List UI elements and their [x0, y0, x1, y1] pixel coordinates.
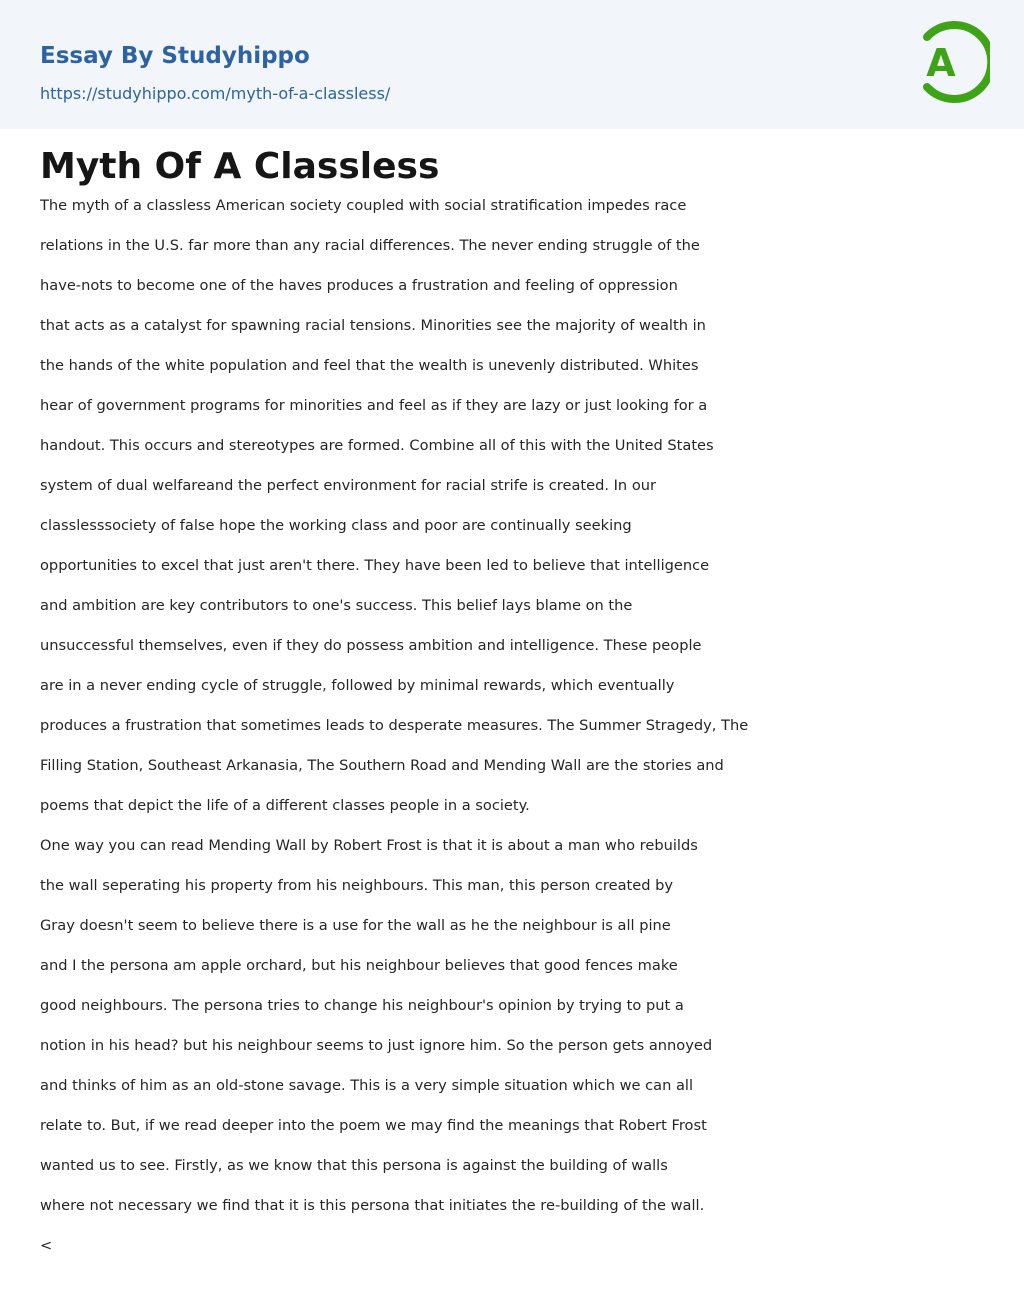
- essay-line: that acts as a catalyst for spawning racial tensions. Minorities see the majority of wealth in: [40, 317, 706, 334]
- site-brand[interactable]: Essay By Studyhippo: [40, 43, 310, 69]
- essay-line: and ambition are key contributors to one's success. This belief lays blame on the: [40, 597, 633, 614]
- essay-line: handout. This occurs and stereotypes are formed. Combine all of this with the United States: [40, 437, 714, 454]
- essay-line: relate to. But, if we read deeper into the poem we may find the meanings that Robert Frost: [40, 1117, 707, 1134]
- logo-letter: A: [926, 41, 956, 85]
- essay-line: opportunities to excel that just aren't there. They have been led to believe that intelligence: [40, 557, 710, 574]
- essay-line: the hands of the white population and feel that the wealth is unevenly distributed. Whites: [40, 357, 699, 374]
- essay-title: Myth Of A Classless: [40, 146, 440, 187]
- essay-line: The myth of a classless American society coupled with social stratification impedes race: [40, 197, 687, 214]
- essay-line: poems that depict the life of a different classes people in a society.: [40, 797, 530, 814]
- essay-line: relations in the U.S. far more than any racial differences. The never ending struggle of the: [40, 237, 700, 254]
- essay-line: <: [40, 1237, 53, 1254]
- essay-line: produces a frustration that sometimes leads to desperate measures. The Summer Stragedy, The: [40, 717, 749, 734]
- essay-line: are in a never ending cycle of struggle, followed by minimal rewards, which eventually: [40, 677, 675, 694]
- essay-line: and I the persona am apple orchard, but his neighbour believes that good fences make: [40, 957, 678, 974]
- essay-body: [40, 186, 1000, 1266]
- essay-line: wanted us to see. Firstly, as we know that this persona is against the building of walls: [40, 1157, 668, 1174]
- essay-line: Filling Station, Southeast Arkanasia, The Southern Road and Mending Wall are the stories and: [40, 757, 724, 774]
- essay-url-link[interactable]: https://studyhippo.com/myth-of-a-classless/: [40, 84, 391, 103]
- essay-line: hear of government programs for minorities and feel as if they are lazy or just looking for a: [40, 397, 708, 414]
- essay-line: and thinks of him as an old-stone savage. This is a very simple situation which we can all: [40, 1077, 694, 1094]
- essay-line: unsuccessful themselves, even if they do possess ambition and intelligence. These people: [40, 637, 702, 654]
- site-header: [0, 0, 1024, 129]
- essay-line: notion in his head? but his neighbour seems to just ignore him. So the person gets annoyed: [40, 1037, 713, 1054]
- studyhippo-logo-icon[interactable]: [910, 18, 990, 106]
- essay-line: system of dual welfareand the perfect environment for racial strife is created. In our: [40, 477, 657, 494]
- essay-line: classlesssociety of false hope the working class and poor are continually seeking: [40, 517, 632, 534]
- essay-line: have-nots to become one of the haves produces a frustration and feeling of oppression: [40, 277, 678, 294]
- essay-line: where not necessary we find that it is this persona that initiates the re-building of the wall.: [40, 1197, 705, 1214]
- essay-line: the wall seperating his property from his neighbours. This man, this person created by: [40, 877, 674, 894]
- essay-line: good neighbours. The persona tries to change his neighbour's opinion by trying to put a: [40, 997, 684, 1014]
- essay-line: One way you can read Mending Wall by Robert Frost is that it is about a man who rebuilds: [40, 837, 698, 854]
- essay-line: Gray doesn't seem to believe there is a use for the wall as he the neighbour is all pine: [40, 917, 671, 934]
